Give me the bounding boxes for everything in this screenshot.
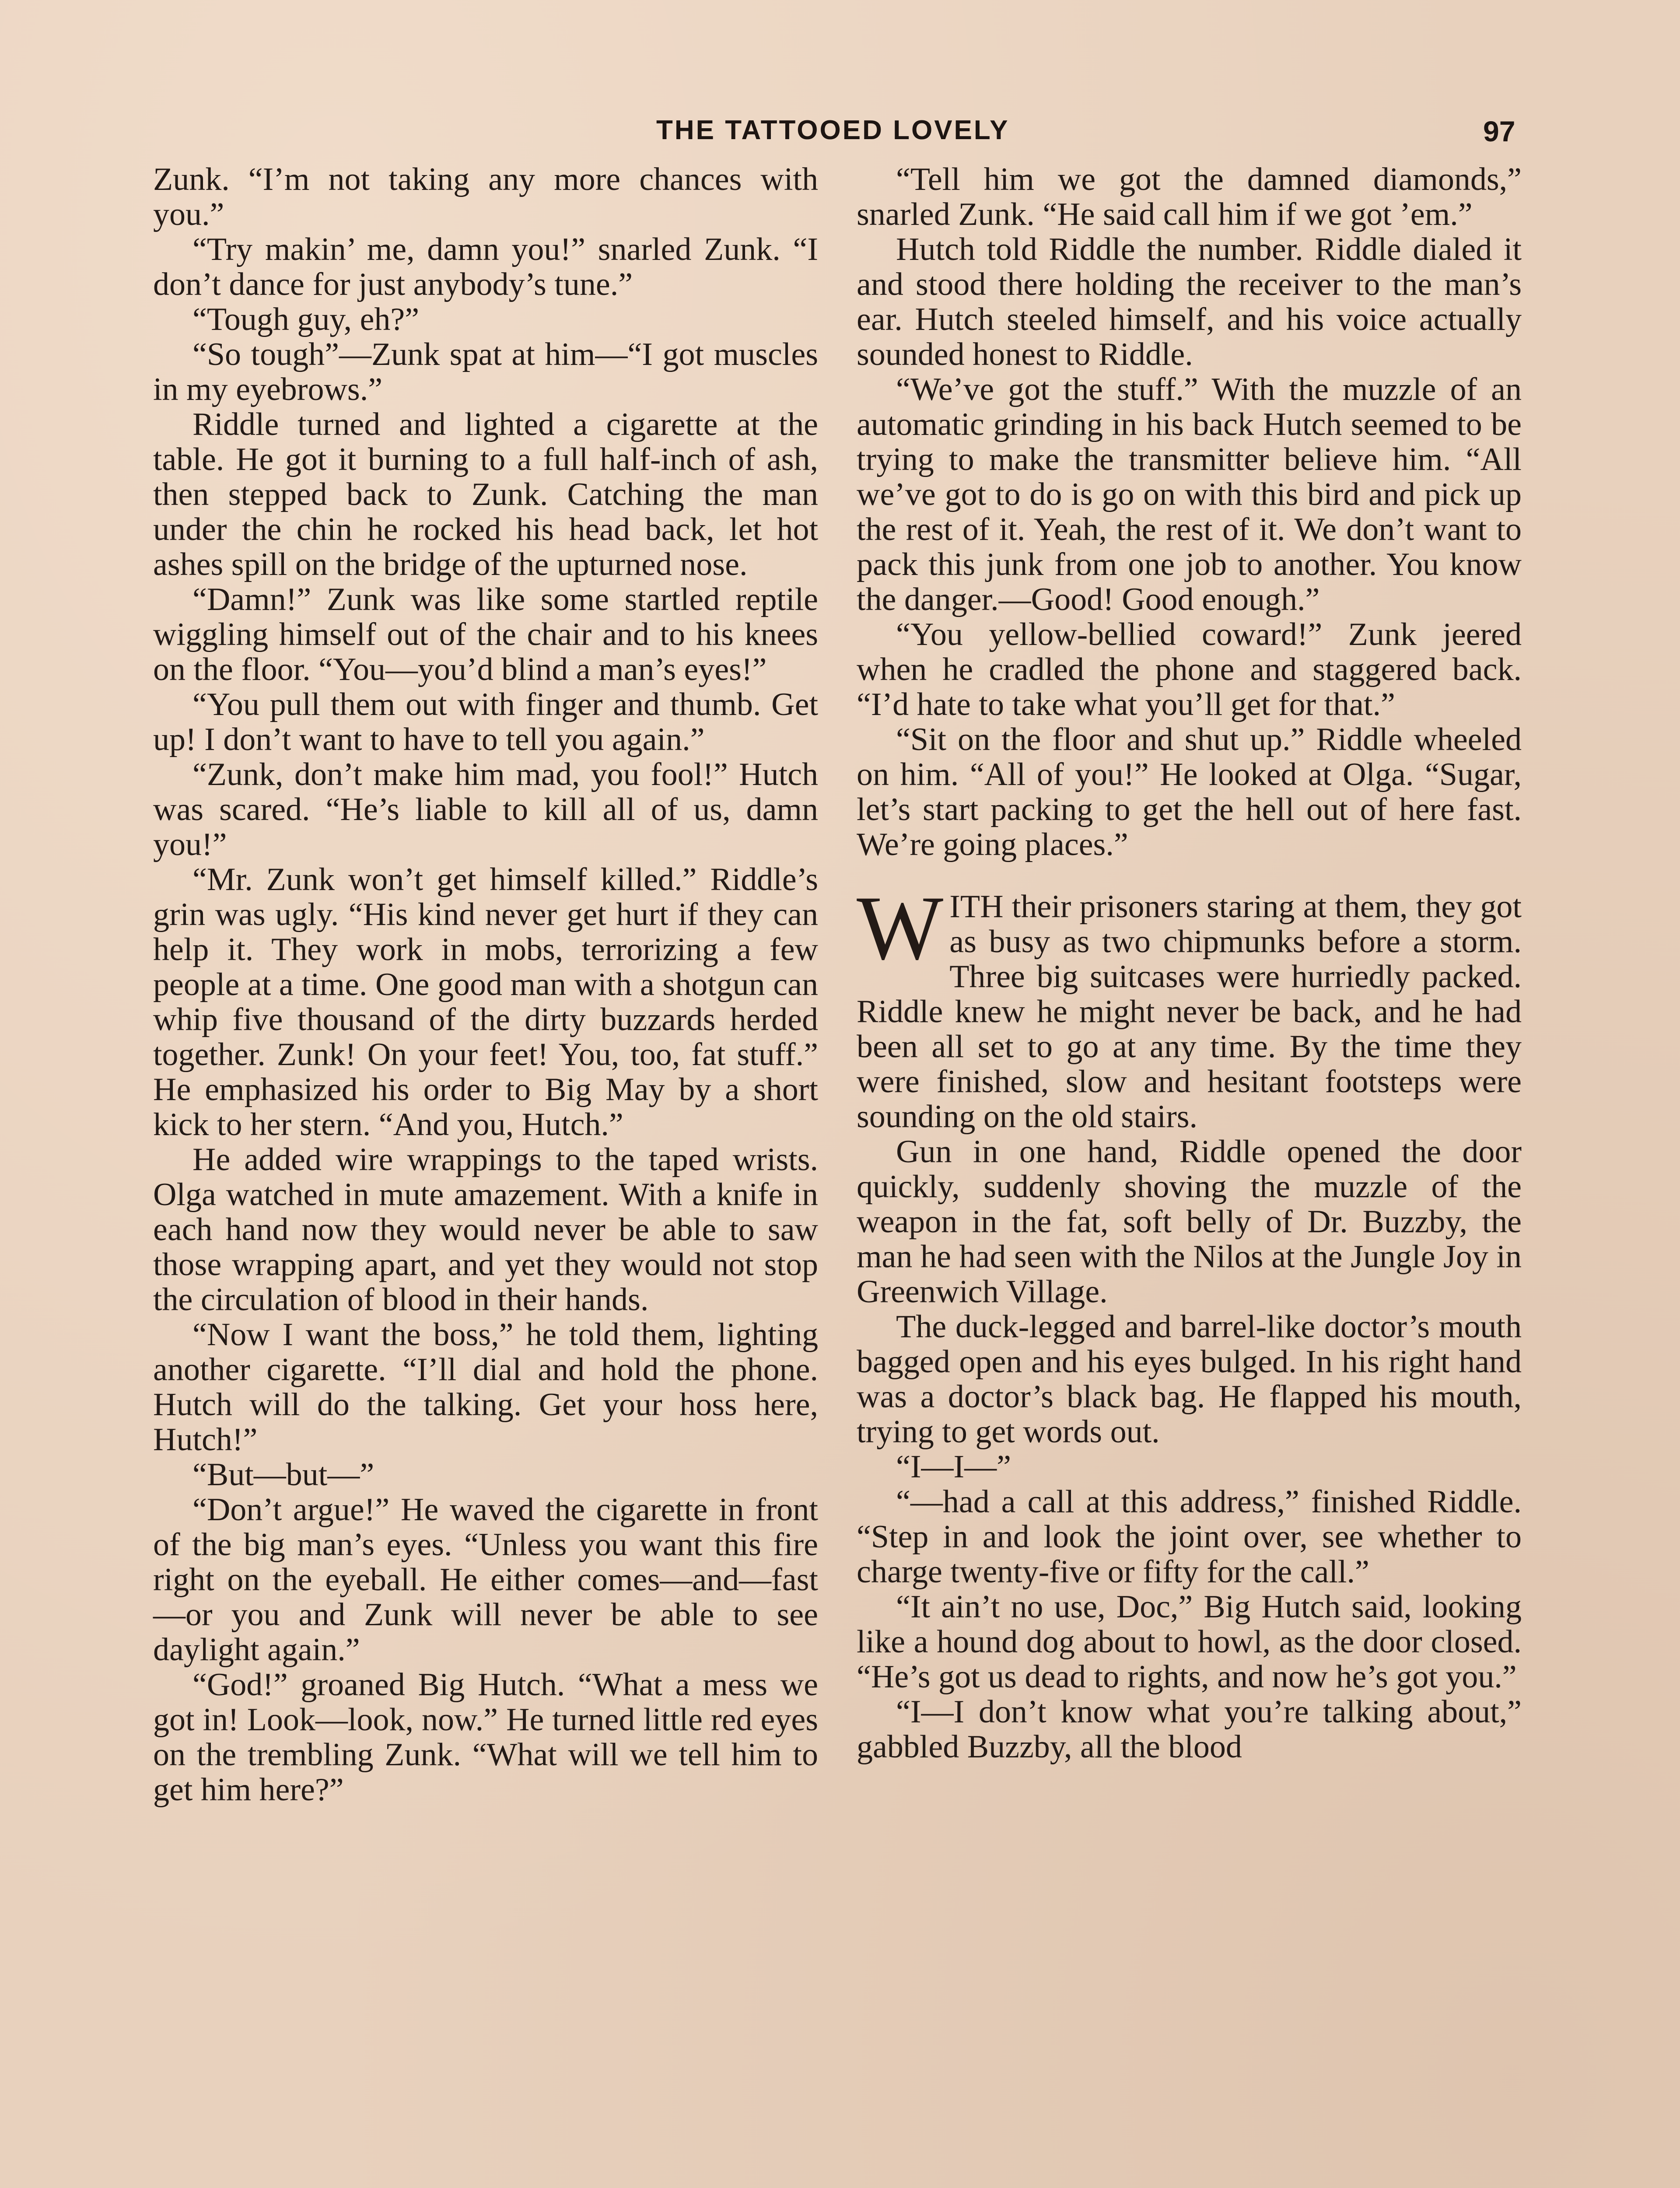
running-title: THE TATTOOED LOVELY <box>656 115 1010 145</box>
paragraph: Hutch told Riddle the number. Riddle dialed it and stood there holding the receiver to the man’s ear. Hutch steeled himself, and his voice actually sounded honest to Riddle. <box>857 231 1522 372</box>
paragraph: “—had a call at this address,” finished Riddle. “Step in and look the joint over, see whether to charge twenty-five or fifty for the call.” <box>857 1484 1522 1590</box>
paragraph: “It ain’t no use, Doc,” Big Hutch said, looking like a hound dog about to howl, as the door closed. “He’s got us dead to rights, and now he’s got you.” <box>857 1589 1522 1695</box>
paragraph: “God!” groaned Big Hutch. “What a mess we got in! Look—look, now.” He turned little red eyes on the trembling Zunk. “What will we tell him to get him here?” <box>153 1667 818 1808</box>
paragraph: “So tough”—Zunk spat at him—“I got muscles in my eyebrows.” <box>153 337 818 407</box>
paragraph: The duck-legged and barrel-like doctor’s mouth bagged open and his eyes bulged. In his right hand was a doctor’s black bag. He flapped his mouth, trying to get words out. <box>857 1309 1522 1450</box>
paragraph: “Zunk, don’t make him mad, you fool!” Hutch was scared. “He’s liable to kill all of us, damn you!” <box>153 757 818 863</box>
paragraph: “But—but—” <box>192 1457 374 1493</box>
paragraph: Riddle turned and lighted a cigarette at the table. He got it burning to a full half-inch of ash, then stepped back to Zunk. Catching the man under the chin he rocked his head back, let hot ashes spill on the bridge of the upturned nose. <box>153 407 818 582</box>
paragraph: Zunk. “I’m not taking any more chances with you.” <box>153 161 818 232</box>
paragraph: “Mr. Zunk won’t get himself killed.” Riddle’s grin was ugly. “His kind never get hurt if they can help it. They work in mobs, terrorizing a few people at a time. One good man with a shotgun can whip five thousand of the dirty buzzards herded together. Zunk! On your feet! You, too, fat stuff.” He emphasized his order to Big May by a short kick to her stern. “And you, Hutch.” <box>153 862 818 1143</box>
paragraph: “You yellow-bellied coward!” Zunk jeered when he cradled the phone and staggered back. “I’d hate to take what you’ll get for that.” <box>857 617 1522 722</box>
paragraph: “Don’t argue!” He waved the cigarette in front of the big man’s eyes. “Unless you want this fire right on the eyeball. He either comes—and—fast—or you and Zunk will never be able to see daylight again.” <box>153 1492 818 1668</box>
paragraph: Gun in one hand, Riddle opened the door quickly, suddenly shoving the muzzle of the weapon in the fat, soft belly of Dr. Buzzby, the man he had seen with the Nilos at the Jungle Joy in Greenwich Village. <box>857 1134 1522 1310</box>
paragraph: “Tell him we got the damned diamonds,” snarled Zunk. “He said call him if we got ’em.” <box>857 161 1522 232</box>
section-opening-text: ITH their prisoners staring at them, they got as busy as two chipmunks before a storm. Three big suitcases were hurriedly packed. Riddle knew he might never be back, and he had been all set to go at any time. By the time they were finished, slow and hesitant footsteps were sounding on the old stairs. <box>857 889 1522 1135</box>
paragraph: He added wire wrappings to the taped wrists. Olga watched in mute amazement. With a knife in each hand now they would never be able to saw those wrapping apart, and yet they would not stop the circulation of blood in their hands. <box>153 1142 818 1318</box>
paragraph: “I—I don’t know what you’re talking about,” gabbled Buzzby, all the blood <box>857 1694 1522 1765</box>
drop-cap: W <box>857 877 944 979</box>
paragraph: “Try makin’ me, damn you!” snarled Zunk. “I don’t dance for just anybody’s tune.” <box>153 231 818 302</box>
section-opening-paragraph <box>857 877 1522 1135</box>
paragraph: “Damn!” Zunk was like some startled reptile wiggling himself out of the chair and to his knees on the floor. “You—you’d blind a man’s eyes!” <box>153 582 818 687</box>
paragraph: “Tough guy, eh?” <box>192 302 420 337</box>
paragraph: “You pull them out with finger and thumb. Get up! I don’t want to have to tell you again.” <box>153 687 818 757</box>
section-break <box>857 862 1522 889</box>
page-number: 97 <box>1483 115 1516 147</box>
right-column <box>857 162 1522 1764</box>
paragraph: “Sit on the floor and shut up.” Riddle wheeled on him. “All of you!” He looked at Olga. “Sugar, let’s start packing to get the hell out of here fast. We’re going places.” <box>857 722 1522 863</box>
paragraph: “Now I want the boss,” he told them, lighting another cigarette. “I’ll dial and hold the phone. Hutch will do the talking. Get your hoss here, Hutch!” <box>153 1317 818 1458</box>
left-column <box>153 162 818 1807</box>
paragraph: “We’ve got the stuff.” With the muzzle of an automatic grinding in his back Hutch seemed to be trying to make the transmitter believe him. “All we’ve got to do is go on with this bird and pick up the rest of it. Yeah, the rest of it. We don’t want to pack this junk from one job to another. You know the danger.—Good! Good enough.” <box>857 372 1522 617</box>
paragraph: “I—I—” <box>896 1449 1011 1485</box>
